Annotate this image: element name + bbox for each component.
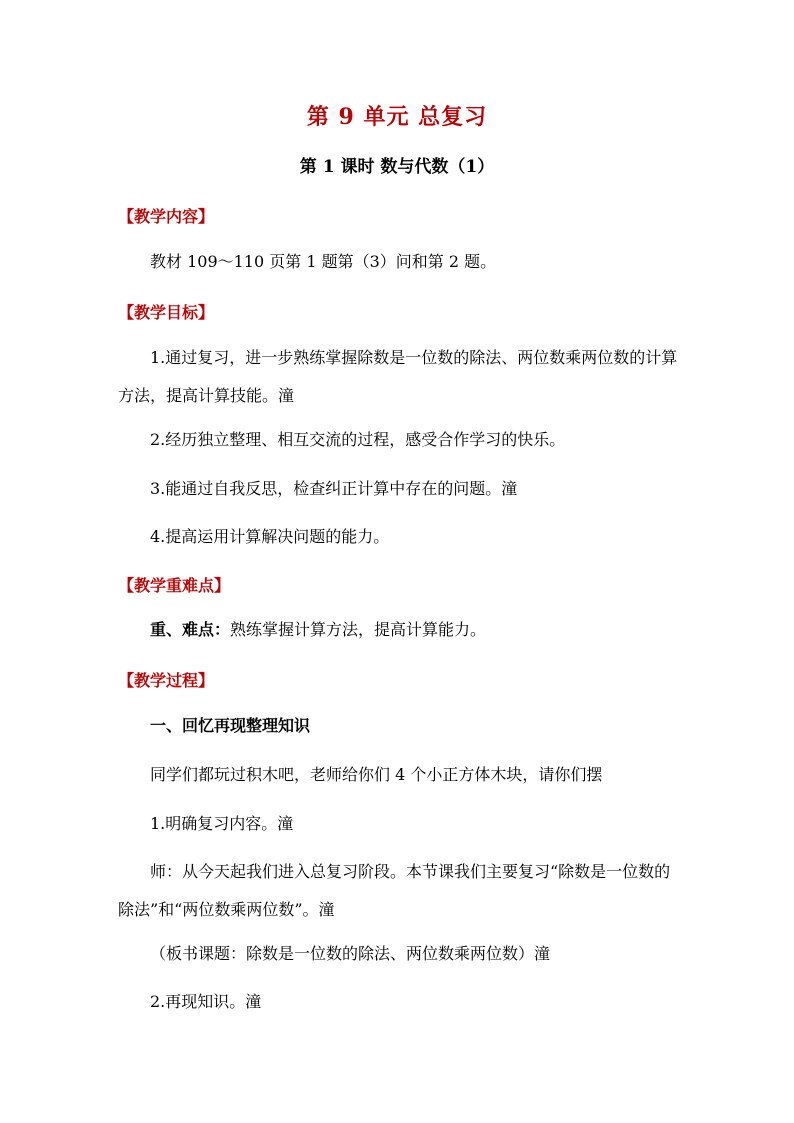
process-step1-heading: 一、回忆再现整理知识 [150,716,311,735]
goal-item-4: 4.提高运用计算解决问题的能力。 [150,527,390,546]
process-item-1: 1.明确复习内容。潼 [150,814,294,833]
goal-item-3: 3.能通过自我反思，检查纠正计算中存在的问题。潼 [150,479,518,498]
keypoint-paragraph [118,611,680,649]
lesson-subtitle: 第 1 课时 数与代数（1） [299,157,495,177]
section-heading-keypoints: 【教学重难点】 [118,576,231,595]
keypoint-label: 重、难点： [150,620,231,639]
process-item-2: 2.再现知识。潼 [150,992,262,1011]
section-heading-process: 【教学过程】 [118,671,215,690]
goal-item-2: 2.经历独立整理、相互交流的过程，感受合作学习的快乐。 [150,430,566,449]
process-teacher: 师：从今天起我们进入总复习阶段。本节课我们主要复习“除数是一位数的除法”和“两位数乘两位数”。潼 [118,862,671,919]
keypoint-text: 熟练掌握计算方法，提高计算能力。 [230,620,487,639]
process-board: （板书课题：除数是一位数的除法、两位数乘两位数）潼 [150,944,551,963]
content-text: 教材 109～110 页第 1 题第（3）问和第 2 题。 [150,252,497,271]
section-heading-goals: 【教学目标】 [118,303,215,322]
section-heading-content: 【教学内容】 [118,207,215,226]
process-intro: 同学们都玩过积木吧，老师给你们 4 个小正方体木块，请你们摆 [150,765,603,784]
document-title: 第 9 单元 总复习 [306,104,488,130]
goal-item-1: 1.通过复习，进一步熟练掌握除数是一位数的除法、两位数乘两位数的计算方法，提高计算技能。潼 [118,348,678,405]
